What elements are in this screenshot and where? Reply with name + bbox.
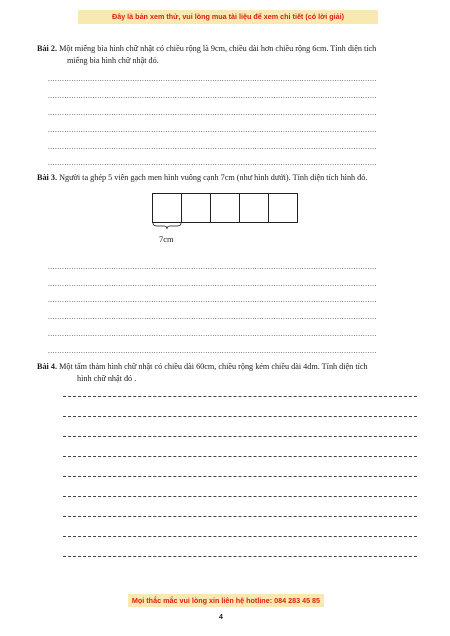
- answer-line: [63, 456, 417, 457]
- answer-line: ............................................................................................................................................: [48, 110, 377, 116]
- answer-line: ............................................................................................................................................: [48, 314, 377, 320]
- problem-3-text-line1: Người ta ghép 5 viên gạch men hình vuông cạnh 7cm (như hình dưới). Tính diện tích hình đó.: [59, 173, 368, 182]
- problem-4-text-line1: Một tấm thảm hình chữ nhật có chiều dài 60cm, chiều rộng kém chiều dài 4dm. Tính diện tích: [59, 362, 368, 371]
- answer-line: ............................................................................................................................................: [48, 144, 377, 150]
- answer-line: [63, 436, 417, 437]
- answer-line: ............................................................................................................................................: [48, 348, 377, 354]
- answer-line: ............................................................................................................................................: [48, 331, 377, 337]
- answer-line: [63, 516, 417, 517]
- side-length-label: 7cm: [159, 234, 174, 244]
- tile-strip-figure: [152, 193, 298, 223]
- answer-line: [63, 496, 417, 497]
- answer-line: ............................................................................................................................................: [48, 297, 377, 303]
- square-tile: [181, 193, 211, 223]
- answer-line: [63, 556, 417, 557]
- problem-2-label: Bài 2.: [37, 44, 58, 53]
- problem-3: [37, 172, 427, 184]
- problem-4-text-line2: hình chữ nhật đó .: [77, 374, 137, 383]
- page-number: 4: [219, 614, 223, 621]
- square-tile: [152, 193, 182, 223]
- answer-line: ............................................................................................................................................: [48, 93, 377, 99]
- answer-line: [63, 536, 417, 537]
- answer-line: [63, 476, 417, 477]
- hotline-banner: Mọi thắc mắc vui lòng xin liên hệ hotline: 084 283 45 85: [128, 594, 324, 607]
- answer-line: [63, 416, 417, 417]
- square-tile: [210, 193, 240, 223]
- problem-4: [37, 361, 427, 385]
- answer-line: [63, 396, 417, 397]
- problem-2-text-line2: miếng bìa hình chữ nhật đó.: [67, 56, 159, 65]
- problem-2: [37, 43, 417, 67]
- preview-notice-banner: Đây là bản xem thử, vui lòng mua tài liệu để xem chi tiết (có lời giải): [78, 10, 378, 24]
- answer-line: ............................................................................................................................................: [48, 127, 377, 133]
- answer-line: ............................................................................................................................................: [48, 76, 377, 82]
- problem-2-text-line1: Một miếng bìa hình chữ nhật có chiều rộng là 9cm, chiều dài hơn chiều rộng 6cm. Tính diện tích: [59, 44, 377, 53]
- side-length-brace: [152, 222, 182, 230]
- answer-line: ............................................................................................................................................: [48, 160, 377, 166]
- square-tile: [239, 193, 269, 223]
- answer-line: ............................................................................................................................................: [48, 264, 377, 270]
- answer-line: ............................................................................................................................................: [48, 281, 377, 287]
- square-tile: [268, 193, 298, 223]
- problem-3-label: Bài 3.: [37, 173, 58, 182]
- problem-4-label: Bài 4.: [37, 362, 58, 371]
